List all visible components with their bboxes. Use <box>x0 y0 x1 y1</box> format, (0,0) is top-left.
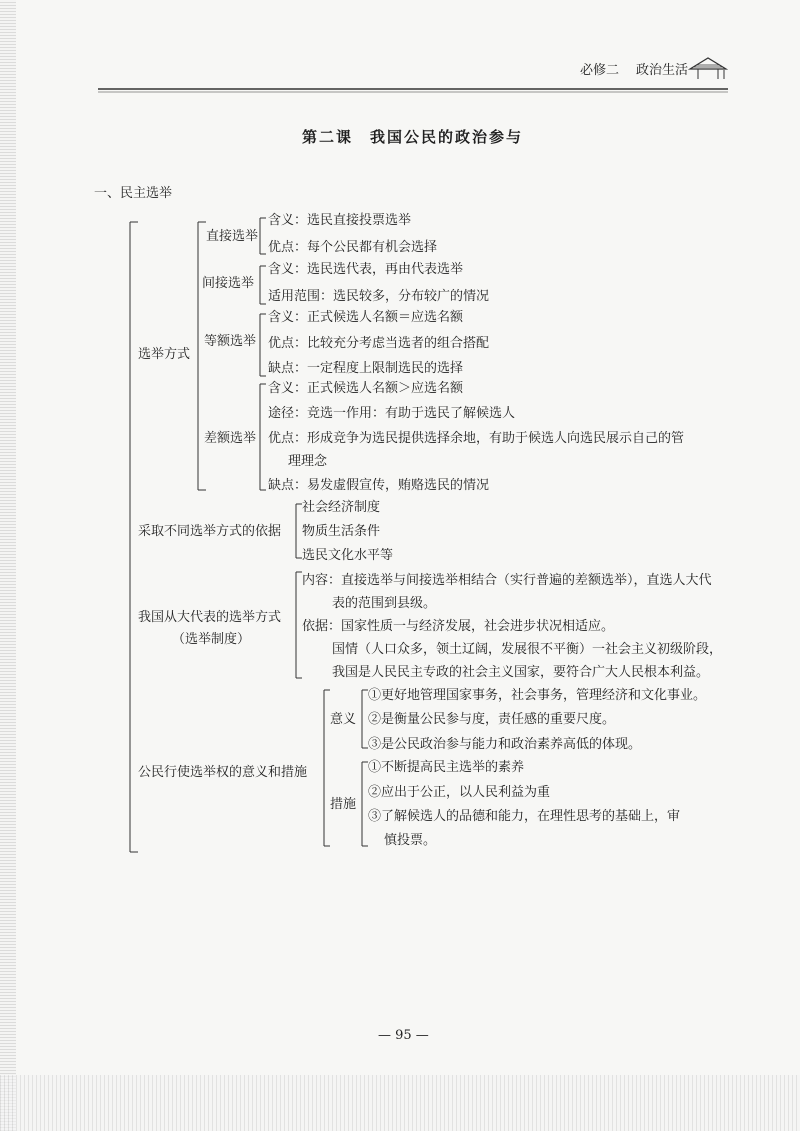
measure-item: ②应出于公正，以人民利益为重 <box>368 785 551 800</box>
npc-basis-cont: 我国是人民民主专政的社会主义国家，要符合广大人民根本利益。 <box>332 665 710 680</box>
equal-advantage: 优点：比较充分考虑当选者的组合搭配 <box>268 336 490 351</box>
npc-content-cont: 表的范围到县级。 <box>332 596 437 611</box>
basis-item: 社会经济制度 <box>302 500 381 515</box>
npc-basis-cont: 国情（人口众多，领土辽阔，发展很不平衡）一社会主义初级阶段， <box>332 642 723 657</box>
lesson-title: 第二课 我国公民的政治参与 <box>302 128 524 146</box>
direct-advantage: 优点：每个公民都有机会选择 <box>268 240 438 255</box>
direct-election-label: 直接选举 <box>206 229 259 244</box>
voting-methods-label: 选举方式 <box>138 347 191 362</box>
measure-item: ③了解候选人的品德和能力，在理性思考的基础上，审 <box>368 809 681 824</box>
measure-item-cont: 慎投票。 <box>384 833 437 848</box>
npc-basis: 依据：国家性质一与经济发展，社会进步状况相适应。 <box>302 619 615 634</box>
basis-item: 选民文化水平等 <box>302 548 394 563</box>
significance-item: ①更好地管理国家事务，社会事务，管理经济和文化事业。 <box>368 688 707 703</box>
significance-label: 意义 <box>330 712 357 727</box>
npc-label: 我国从大代表的选举方式 <box>138 610 282 625</box>
significance-item: ③是公民政治参与能力和政治素养高低的体现。 <box>368 737 642 752</box>
measure-item: ①不断提高民主选举的素养 <box>368 760 525 775</box>
npc-sublabel: （选举制度） <box>172 632 251 647</box>
exercise-label: 公民行使选举权的意义和措施 <box>138 765 308 780</box>
npc-content: 内容：直接选举与间接选举相结合（实行普遍的差额选举），直选人大代 <box>302 573 712 588</box>
basis-item: 物质生活条件 <box>302 524 381 539</box>
competitive-approach: 途径：竞选一作用：有助于选民了解候选人 <box>268 406 516 421</box>
competitive-advantage-cont: 理理念 <box>288 454 328 469</box>
measures-label: 措施 <box>330 797 357 812</box>
basis-label: 采取不同选举方式的依据 <box>138 524 282 539</box>
section-heading: 一、民主选举 <box>94 186 173 201</box>
indirect-scope: 适用范围：选民较多，分布较广的情况 <box>268 289 490 304</box>
equal-election-label: 等额选举 <box>204 334 257 349</box>
competitive-election-label: 差额选举 <box>204 431 257 446</box>
page-number: — 95 — <box>378 1028 429 1043</box>
equal-disadvantage: 缺点：一定程度上限制选民的选择 <box>268 361 464 376</box>
equal-meaning: 含义：正式候选人名额＝应选名额 <box>268 310 464 325</box>
competitive-advantage: 优点：形成竞争为选民提供选择余地，有助于候选人向选民展示自己的管 <box>268 431 685 446</box>
header-course: 必修二 <box>580 63 620 78</box>
competitive-meaning: 含义：正式候选人名额＞应选名额 <box>268 381 464 396</box>
indirect-election-label: 间接选举 <box>202 276 255 291</box>
indirect-meaning: 含义：选民选代表，再由代表选举 <box>268 262 464 277</box>
header-book: 政治生活 <box>636 63 689 78</box>
significance-item: ②是衡量公民参与度，责任感的重要尺度。 <box>368 712 616 727</box>
competitive-disadvantage: 缺点：易发虚假宣传，贿赂选民的情况 <box>268 478 490 493</box>
direct-meaning: 含义：选民直接投票选举 <box>268 213 412 228</box>
